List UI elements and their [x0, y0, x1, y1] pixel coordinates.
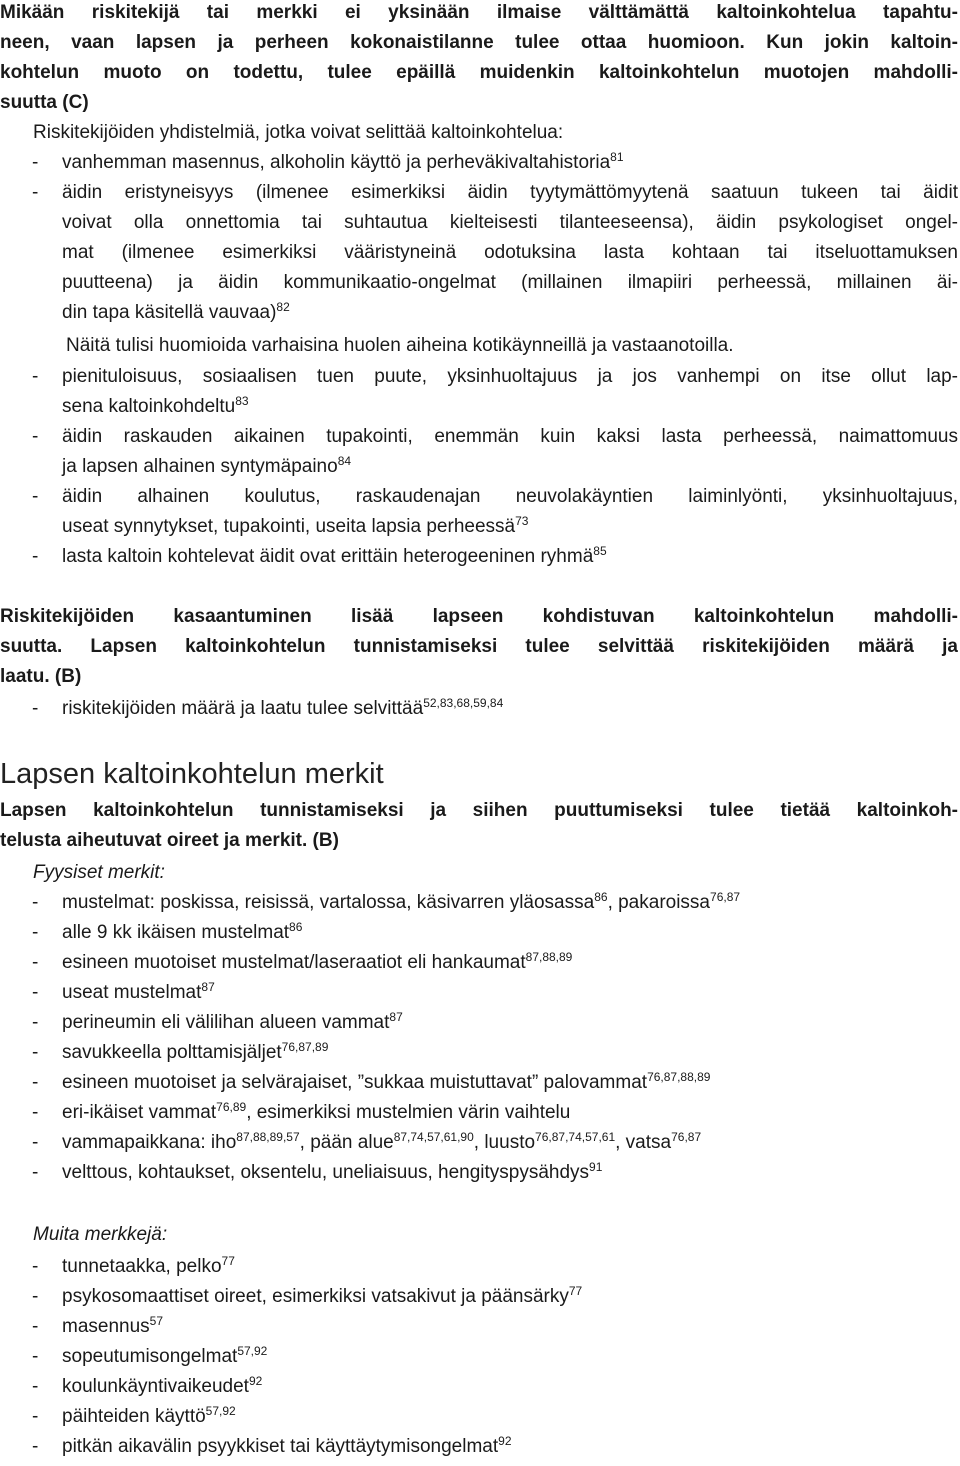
bullet-dash: -: [32, 1132, 39, 1153]
lead-line: telusta aiheutuvat oireet ja merkit. (B): [0, 830, 339, 851]
list-item-text: alle 9 kk ikäisen mustelmat: [62, 922, 290, 943]
list-item-line: [62, 544, 607, 570]
intro-line: suutta (C): [0, 92, 89, 113]
reference-superscript: 83: [235, 394, 249, 408]
list-item-text: psykosomaattiset oireet, esimerkiksi vatsakivut ja päänsärky: [62, 1286, 569, 1307]
list-item-text: , esimerkiksi mustelmien värin vaihtelu: [246, 1102, 571, 1123]
list-item: [62, 950, 572, 976]
list-item-text: perineumin eli välilihan alueen vammat: [62, 1012, 390, 1033]
reference-superscript: 57,92: [205, 1404, 236, 1418]
bullet-dash: -: [32, 1436, 39, 1457]
list-item-text: tunnetaakka, pelko: [62, 1256, 222, 1277]
list-item-text: esineen muotoiset ja selvärajaiset, ”sukkaa muistuttavat” palovammat: [62, 1072, 648, 1093]
list-item: [62, 150, 624, 176]
list-item: [62, 1100, 570, 1126]
bullet-dash: -: [32, 486, 39, 507]
reference-superscript: 86: [594, 890, 608, 904]
list-item: [62, 1070, 710, 1096]
bullet-dash: -: [32, 546, 39, 567]
bullet-dash: -: [32, 1256, 39, 1277]
list-item: [62, 980, 215, 1006]
list-item-text: päihteiden käyttö: [62, 1406, 206, 1427]
reference-superscript: 87: [389, 1010, 403, 1024]
reference-superscript: 76,87,89: [281, 1040, 329, 1054]
list-item-text: useat synnytykset, tupakointi, useita lapsia perheessä: [62, 516, 516, 537]
list-item-text: , luusto: [473, 1132, 536, 1153]
reference-superscript: 76,89: [216, 1100, 247, 1114]
bullet-dash: -: [32, 1162, 39, 1183]
list-item-text: vammapaikkana: iho: [62, 1132, 237, 1153]
reference-superscript: 85: [593, 544, 607, 558]
list-item-text: , pakaroissa: [607, 892, 711, 913]
list-item-text: , vatsa: [615, 1132, 672, 1153]
list-item-text: sena kaltoinkohdeltu: [62, 396, 236, 417]
reference-superscript: 77: [221, 1254, 235, 1268]
reference-superscript: 73: [515, 514, 529, 528]
reference-superscript: 87: [201, 980, 215, 994]
list-item-line: [62, 514, 528, 540]
list-item: [62, 1010, 403, 1036]
reference-superscript: 84: [337, 454, 352, 468]
reference-superscript: 77: [568, 1284, 583, 1298]
bullet-dash: -: [32, 366, 39, 387]
list-item-text: esineen muotoiset mustelmat/laseraatiot eli hankaumat: [62, 952, 526, 973]
reference-superscript: 76,87,74,57,61: [535, 1130, 616, 1144]
list-item-line: pienituloisuus, sosiaalisen tuen puute, yksinhuoltajuus ja jos vanhempi on itse ollut lap-: [62, 366, 958, 387]
list-item-line: äidin alhainen koulutus, raskaudenajan neuvolakäyntien laiminlyönti, yksinhuoltajuus,: [62, 486, 958, 507]
section-heading: Lapsen kaltoinkohtelun merkit: [0, 758, 384, 790]
reference-superscript: 81: [610, 150, 624, 164]
reference-superscript: 76,87,88,89: [647, 1070, 711, 1084]
reference-superscript: 92: [498, 1434, 512, 1448]
lead-line: Lapsen kaltoinkohtelun tunnistamiseksi ja siihen puuttumiseksi tulee tietää kaltoinkoh-: [0, 800, 958, 821]
list-item-text: eri-ikäiset vammat: [62, 1102, 217, 1123]
reference-superscript: 87,74,57,61,90: [393, 1130, 474, 1144]
bullet-dash: -: [32, 1042, 39, 1063]
list-item-text: sopeutumisongelmat: [62, 1346, 238, 1367]
reference-superscript: 57,92: [237, 1344, 268, 1358]
bullet-dash: -: [32, 1286, 39, 1307]
list-item: [62, 1374, 262, 1400]
bullet-dash: -: [32, 698, 39, 719]
accumulation-line: Riskitekijöiden kasaantuminen lisää lapseen kohdistuvan kaltoinkohtelun mahdolli-: [0, 606, 958, 627]
bullet-dash: -: [32, 1102, 39, 1123]
reference-superscript: 52,83,68,59,84: [423, 696, 504, 710]
list-item-line: äidin raskauden aikainen tupakointi, enemmän kuin kaksi lasta perheessä, naimattomuus: [62, 426, 958, 447]
list-item-text: lasta kaltoin kohtelevat äidit ovat erittäin heterogeeninen ryhmä: [62, 546, 594, 567]
list-item: [62, 1284, 582, 1310]
reference-superscript: 87,88,89,57: [236, 1130, 300, 1144]
list-item-text: pitkän aikavälin psyykkiset tai käyttäytymisongelmat: [62, 1436, 499, 1457]
list-item: [62, 696, 503, 722]
list-item-text: savukkeella polttamisjäljet: [62, 1042, 282, 1063]
list-item: [62, 1404, 236, 1430]
list-item-line: äidin eristyneisyys (ilmenee esimerkiksi äidin tyytymättömyytenä saatuun tukeen tai äidit: [62, 182, 958, 203]
bullet-dash: -: [32, 1072, 39, 1093]
bullet-dash: -: [32, 922, 39, 943]
list-item-line: [62, 394, 249, 420]
intro-line: kohtelun muoto on todettu, tulee epäillä muidenkin kaltoinkohtelun muotojen mahdolli-: [0, 62, 958, 83]
physical-heading: Fyysiset merkit:: [33, 862, 165, 883]
reference-superscript: 82: [276, 300, 290, 314]
list-item: [62, 1344, 267, 1370]
combos-heading: Riskitekijöiden yhdistelmiä, jotka voivat selittää kaltoinkohtelua:: [33, 122, 564, 143]
reference-superscript: 92: [248, 1374, 263, 1388]
bullet-dash: -: [32, 426, 39, 447]
list-item: [62, 1314, 163, 1340]
bullet-dash: -: [32, 1376, 39, 1397]
bullet-dash: -: [32, 152, 39, 173]
list-item-line: mat (ilmenee esimerkiksi vääristyneinä odotuksina lasta kohtaan tai itseluottamuksen: [62, 242, 958, 263]
reference-superscript: 57: [149, 1314, 164, 1328]
reference-superscript: 76,87: [671, 1130, 702, 1144]
list-item-text: koulunkäyntivaikeudet: [62, 1376, 249, 1397]
list-item: [62, 1040, 328, 1066]
other-heading: Muita merkkejä:: [33, 1224, 168, 1245]
bullet-dash: -: [32, 982, 39, 1003]
bullet-dash: -: [32, 952, 39, 973]
list-item: [62, 1130, 701, 1156]
bullet-dash: -: [32, 1316, 39, 1337]
accumulation-line: suutta. Lapsen kaltoinkohtelun tunnistamiseksi tulee selvittää riskitekijöiden määrä ja: [0, 636, 958, 657]
list-item-text: vanhemman masennus, alkoholin käyttö ja perheväkivaltahistoria: [62, 152, 611, 173]
reference-superscript: 87,88,89: [525, 950, 573, 964]
list-item-line: puutteena) ja äidin kommunikaatio-ongelmat (millainen ilmapiiri perheessä, millainen äi-: [62, 272, 958, 293]
reference-superscript: 76,87: [710, 890, 741, 904]
list-item-line: [62, 300, 290, 326]
list-item: [62, 1254, 235, 1280]
list-item-text: masennus: [62, 1316, 150, 1337]
list-item-line: voivat olla onnettomia tai suhtautua kielteisesti tilanteeseensa), äidin psykologiset ongel-: [62, 212, 958, 233]
list-item: [62, 890, 740, 916]
accumulation-line: laatu. (B): [0, 666, 82, 687]
bullet-dash: -: [32, 1012, 39, 1033]
note-text: Näitä tulisi huomioida varhaisina huolen aiheina kotikäynneillä ja vastaanotoilla.: [66, 335, 734, 356]
bullet-dash: -: [32, 892, 39, 913]
list-item: [62, 920, 302, 946]
reference-superscript: 86: [289, 920, 303, 934]
list-item-text: ja lapsen alhainen syntymäpaino: [62, 456, 338, 477]
list-item-text: , pään alue: [299, 1132, 394, 1153]
list-item-text: useat mustelmat: [62, 982, 202, 1003]
list-item: [62, 1160, 602, 1186]
reference-superscript: 91: [589, 1160, 603, 1174]
bullet-dash: -: [32, 1406, 39, 1427]
intro-line: neen, vaan lapsen ja perheen kokonaistilanne tulee ottaa huomioon. Kun jokin kaltoin-: [0, 32, 958, 53]
list-item-text: mustelmat: poskissa, reisissä, vartalossa, käsivarren yläosassa: [62, 892, 595, 913]
bullet-dash: -: [32, 182, 39, 203]
bullet-dash: -: [32, 1346, 39, 1367]
list-item-text: velttous, kohtaukset, oksentelu, uneliaisuus, hengityspysähdys: [62, 1162, 590, 1183]
list-item: [62, 1434, 512, 1460]
intro-line: Mikään riskitekijä tai merkki ei yksinään ilmaise välttämättä kaltoinkohtelua tapahtu-: [0, 2, 958, 23]
list-item-text: din tapa käsitellä vauvaa): [62, 302, 277, 323]
list-item-text: riskitekijöiden määrä ja laatu tulee selvittää: [62, 698, 424, 719]
list-item-line: [62, 454, 351, 480]
